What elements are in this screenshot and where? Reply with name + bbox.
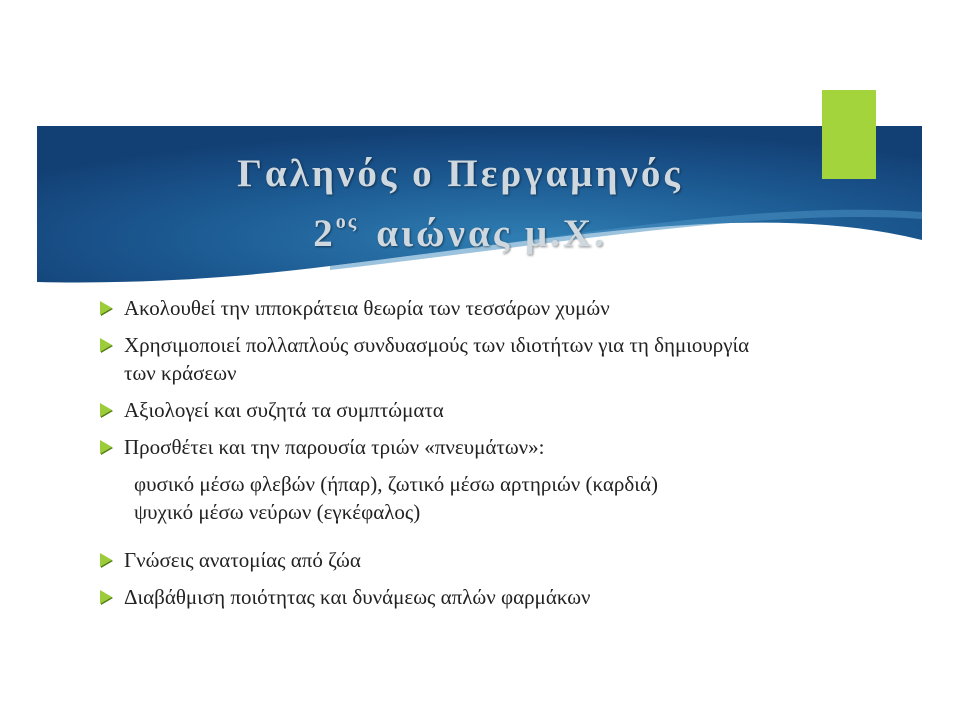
triangle-arrow-icon: [100, 553, 112, 567]
bullet-text: Ακολουθεί την ιπποκράτεια θεωρία των τεσσάρων χυμών: [124, 296, 610, 320]
bullet-item: [100, 433, 780, 461]
triangle-arrow-icon: [100, 301, 112, 315]
accent-square: [822, 90, 876, 179]
bullet-text: Προσθέτει και την παρουσία τριών «πνευμάτων»:: [124, 435, 545, 459]
title-line-2: [130, 198, 790, 258]
title-number: 2: [313, 212, 336, 255]
title-superscript: ος: [335, 211, 359, 233]
triangle-arrow-icon: [100, 403, 112, 417]
bullet-text: Διαβάθμιση ποιότητας και δυνάμεως απλών φαρμάκων: [124, 585, 591, 609]
triangle-arrow-icon: [100, 440, 112, 454]
sub-line: φυσικό μέσω φλεβών (ήπαρ), ζωτικό μέσω αρτηριών (καρδιά): [134, 472, 658, 496]
sub-line: ψυχικό μέσω νεύρων (εγκέφαλος): [134, 500, 421, 524]
bullet-item: [100, 583, 780, 611]
bullet-item: [100, 546, 780, 574]
title-rest: αιώνας μ.Χ.: [376, 212, 607, 255]
bullet-text: Αξιολογεί και συζητά τα συμπτώματα: [124, 398, 444, 422]
triangle-arrow-icon: [100, 338, 112, 352]
triangle-arrow-icon: [100, 590, 112, 604]
bullet-list: [100, 294, 780, 620]
bullet-item: [100, 331, 780, 387]
slide-title: [130, 150, 790, 258]
bullet-text: Χρησιμοποιεί πολλαπλούς συνδυασμούς των ιδιοτήτων για τη δημιουργία των κράσεων: [124, 333, 750, 385]
bullet-text: Γνώσεις ανατομίας από ζώα: [124, 548, 361, 572]
bullet-item: [100, 396, 780, 424]
title-line-1: Γαληνός ο Περγαμηνός: [237, 152, 683, 195]
sub-list: [134, 470, 780, 526]
bullet-item: [100, 294, 780, 322]
